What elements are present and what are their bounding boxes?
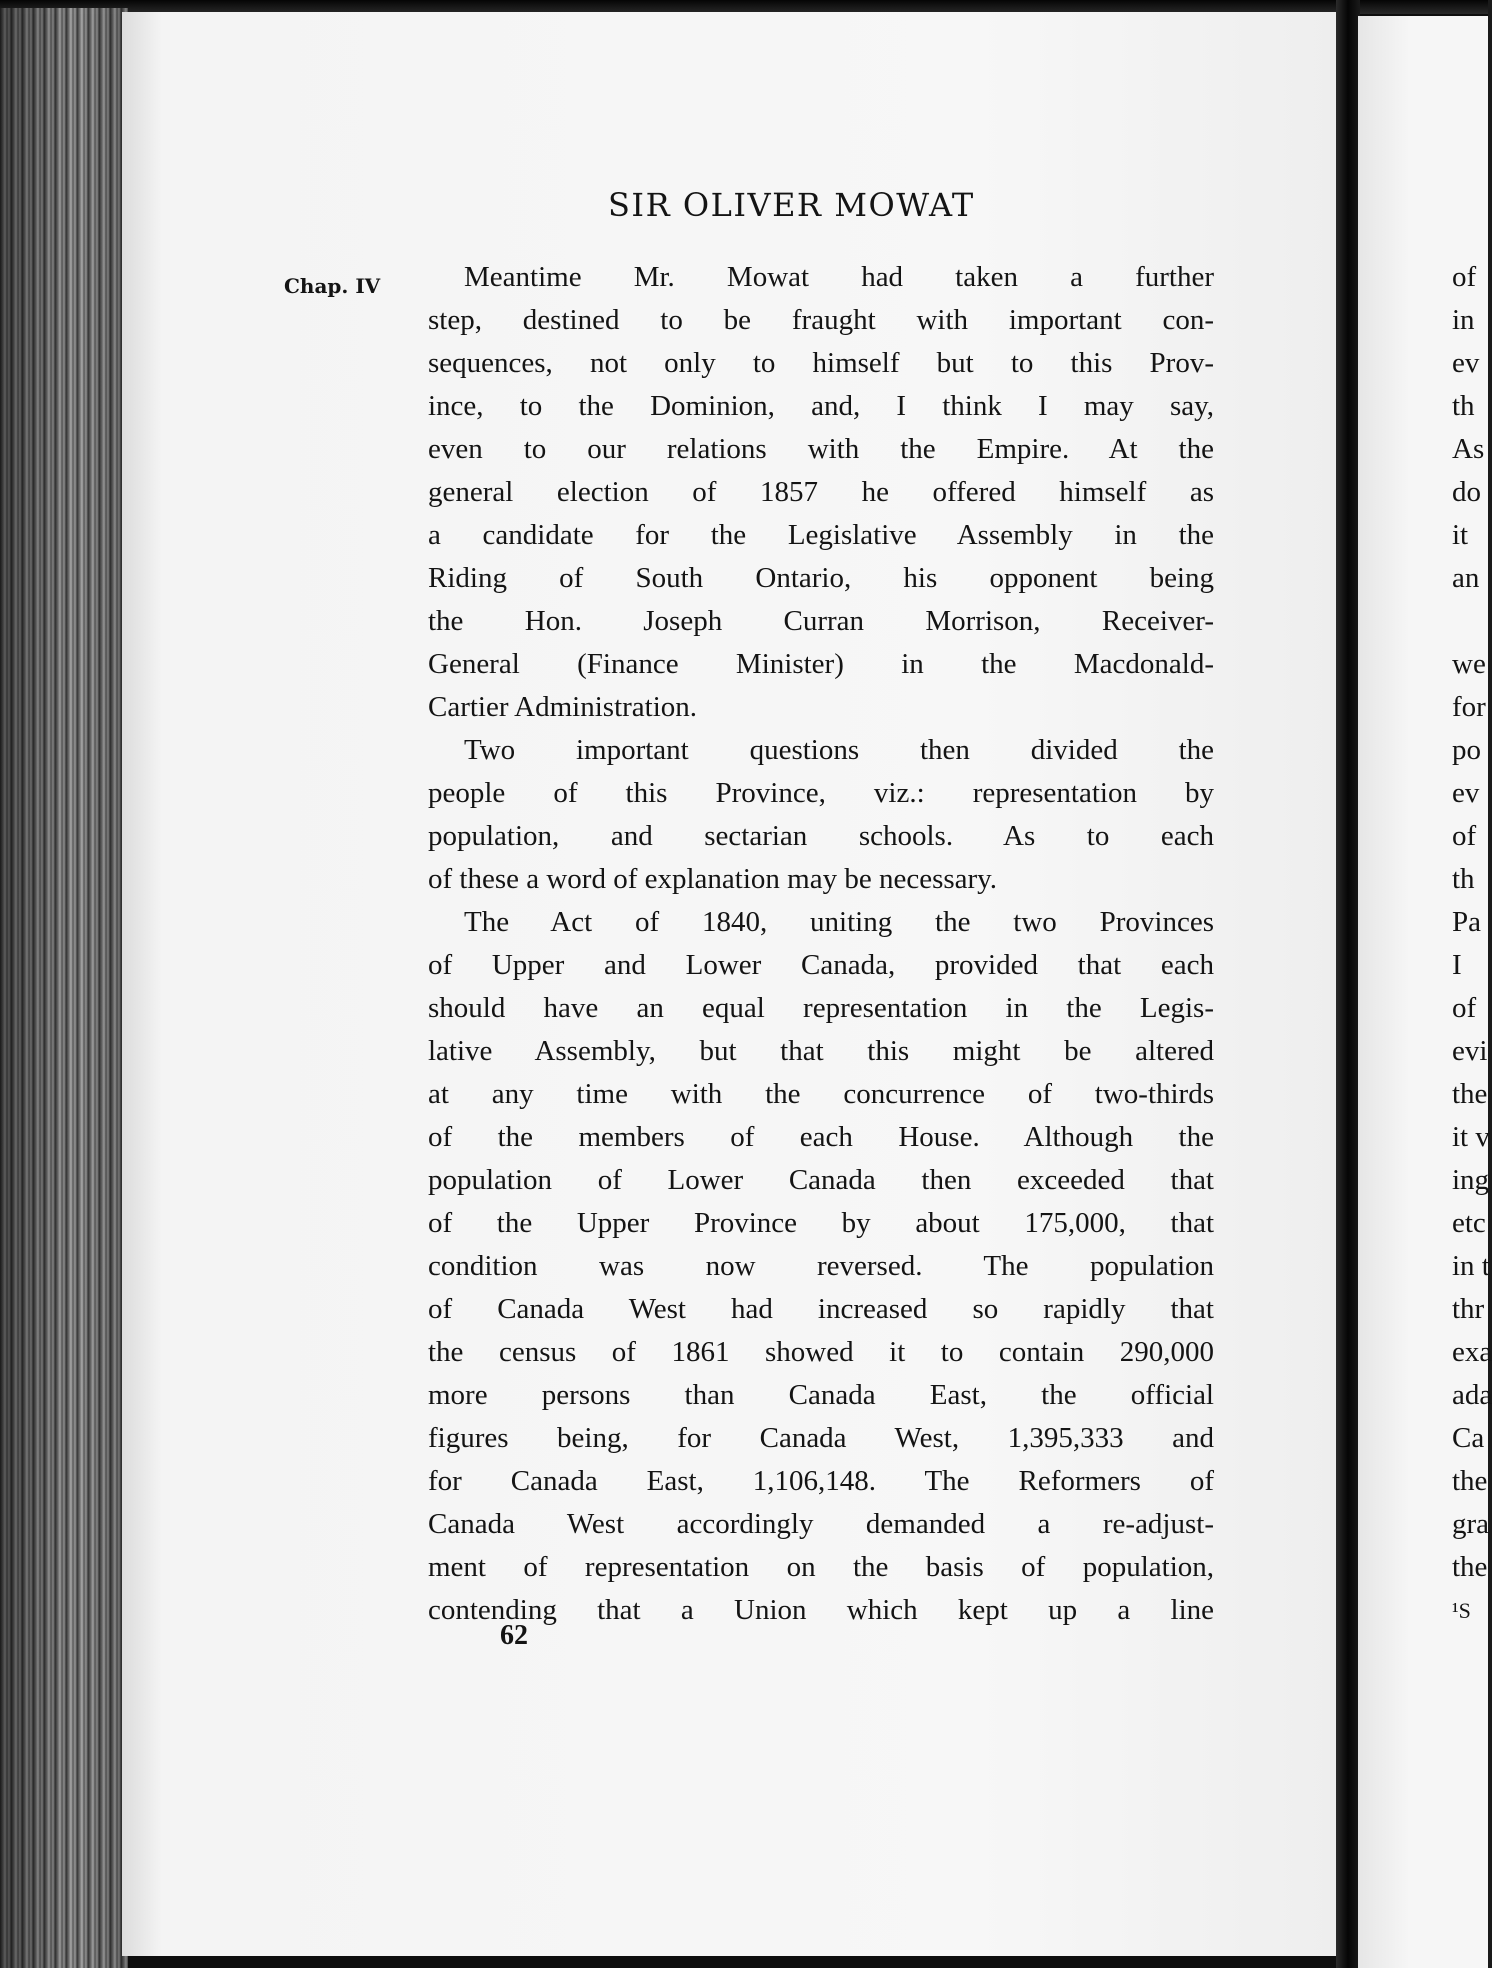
text-line: ince, to the Dominion, and, I think I may say, [428, 390, 1214, 422]
running-head: SIR OLIVER MOWAT [608, 186, 975, 224]
text-line: more persons than Canada East, the official [428, 1379, 1214, 1411]
text-line: Two important questions then divided the [464, 734, 1214, 766]
text-line: even to our relations with the Empire. At the [428, 433, 1214, 465]
text-line: Canada West accordingly demanded a re-adjust- [428, 1508, 1214, 1540]
right-page-fragment-text: As [1452, 433, 1485, 465]
text-line: of Upper and Lower Canada, provided that each [428, 949, 1214, 981]
text-line: of the Upper Province by about 175,000, that [428, 1207, 1214, 1239]
chapter-label: Chap. IV [284, 274, 381, 298]
text-line: lative Assembly, but that this might be altered [428, 1035, 1214, 1067]
right-page-fragment-text [1452, 600, 1492, 643]
right-page-fragment-text: do [1452, 476, 1481, 508]
right-page-fragment-text: an [1452, 562, 1480, 594]
right-page-fragment-text: thr [1452, 1293, 1485, 1325]
right-page-fragment-text: ada [1452, 1379, 1492, 1411]
right-page-fragment-text: ev [1452, 347, 1480, 379]
right-page-fragment-text: it [1452, 519, 1469, 551]
text-line: step, destined to be fraught with important con- [428, 304, 1214, 336]
right-page-fragment-text: in [1452, 304, 1475, 336]
right-page-fragment-text: th [1452, 863, 1475, 895]
right-page-fragment-text: the [1452, 1465, 1488, 1497]
text-line: ment of representation on the basis of population, [428, 1551, 1214, 1583]
book-gutter [1336, 0, 1360, 1968]
text-line: figures being, for Canada West, 1,395,333 and [428, 1422, 1214, 1454]
right-page-fragment-text: evi [1452, 1035, 1488, 1067]
text-line: the Hon. Joseph Curran Morrison, Receiver- [428, 605, 1214, 637]
right-page-fragment-text: gra [1452, 1508, 1490, 1540]
text-line: of Canada West had increased so rapidly that [428, 1293, 1214, 1325]
right-page-fragment-text: Pa [1452, 906, 1481, 938]
text-line: a candidate for the Legislative Assembly in the [428, 519, 1214, 551]
right-page-fragment-text: of [1452, 261, 1477, 293]
right-page-fragment-text: ¹S [1452, 1598, 1471, 1623]
text-line: for Canada East, 1,106,148. The Reformers of [428, 1465, 1214, 1497]
right-page-fragment-text: of [1452, 992, 1477, 1024]
right-page-fragment-text: etc [1452, 1207, 1486, 1239]
body-text [428, 256, 1214, 1632]
text-line: at any time with the concurrence of two-thirds [428, 1078, 1214, 1110]
page-number: 62 [500, 1620, 528, 1651]
text-line: condition was now reversed. The population [428, 1250, 1214, 1282]
text-line: contending that a Union which kept up a line [428, 1594, 1214, 1626]
right-page-fragment-text: exa [1452, 1336, 1492, 1368]
right-page-fragment-text: we [1452, 648, 1486, 680]
text-line: General (Finance Minister) in the Macdonald- [428, 648, 1214, 680]
text-line: Riding of South Ontario, his opponent being [428, 562, 1214, 594]
right-page-fragment-text: th [1452, 390, 1475, 422]
right-page-fragment-text: Ca [1452, 1422, 1485, 1454]
text-line: people of this Province, viz.: representation by [428, 777, 1214, 809]
right-page-fragment-text: for [1452, 691, 1486, 723]
text-line: Cartier Administration. [428, 691, 698, 723]
right-page-fragment-text: in t [1452, 1250, 1490, 1282]
right-page-fragment-text: ev [1452, 777, 1480, 809]
right-page-fragment-text: the [1452, 1551, 1488, 1583]
text-line: The Act of 1840, uniting the two Provinces [464, 906, 1214, 938]
right-page-fragment-text: the [1452, 1078, 1488, 1110]
text-line: population of Lower Canada then exceeded that [428, 1164, 1214, 1196]
text-line: general election of 1857 he offered himself as [428, 476, 1214, 508]
right-page-fragment-text: I [1452, 949, 1462, 981]
right-page-fragment-text: ing [1452, 1164, 1490, 1196]
text-line: Meantime Mr. Mowat had taken a further [464, 261, 1214, 293]
right-page-fragment-text: of [1452, 820, 1477, 852]
text-line: population, and sectarian schools. As to each [428, 820, 1214, 852]
text-line: should have an equal representation in the Legis- [428, 992, 1214, 1024]
text-line: of the members of each House. Although the [428, 1121, 1214, 1153]
text-line: sequences, not only to himself but to this Prov- [428, 347, 1214, 379]
right-page-fragment-text: it v [1452, 1121, 1490, 1153]
text-line: of these a word of explanation may be necessary. [428, 863, 998, 895]
right-page-text-fragments [1452, 256, 1492, 1632]
right-page-fragment-text: po [1452, 734, 1481, 766]
page-edges-shade [0, 8, 128, 1968]
text-line: the census of 1861 showed it to contain 290,000 [428, 1336, 1214, 1368]
